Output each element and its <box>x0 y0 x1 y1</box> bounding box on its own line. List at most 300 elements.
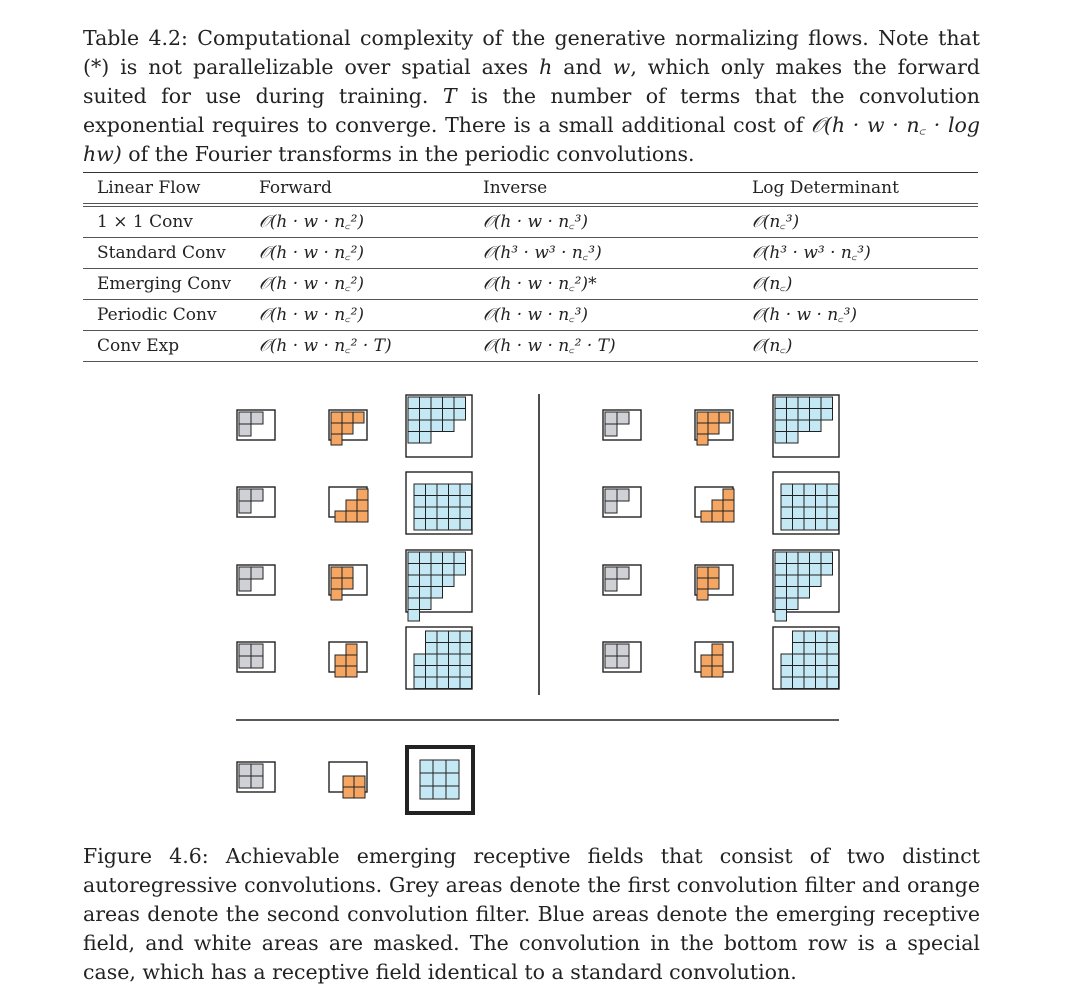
table-row <box>83 205 978 238</box>
filter-cell <box>420 420 432 432</box>
filter-cell <box>420 773 433 786</box>
filter-cell <box>804 519 816 531</box>
filter-cell <box>793 666 805 678</box>
filter-cell <box>617 644 629 656</box>
filter-cell <box>239 489 251 501</box>
standard-receptive-field <box>407 747 473 813</box>
grey-filter <box>237 565 275 595</box>
logdet-cell: 𝒪(n꜀) <box>738 331 978 362</box>
filter-cell <box>426 631 438 643</box>
filter-cell <box>697 423 708 434</box>
orange-filter <box>329 410 367 445</box>
filter-cell <box>827 519 839 531</box>
filter-cell <box>701 655 712 666</box>
row-label: 1 × 1 Conv <box>83 205 245 238</box>
filter-cell <box>775 409 787 421</box>
filter-cell <box>251 412 263 424</box>
filter-cell <box>605 412 617 424</box>
figure-caption: Figure 4.6: Achievable emerging receptive fields that consist of two distinct autoregressive convolutions. Grey areas denote the first convolution filter and orange areas denote the second convolution filter. Blue areas denote the emerging receptive field, and white areas are masked. The convolution in the bottom row is a special case, which has a receptive field identical to a standard convolution. <box>83 844 980 984</box>
filter-cell <box>239 579 251 591</box>
filter-cell <box>446 760 459 773</box>
emerging-field <box>406 472 472 534</box>
filter-cell <box>719 412 730 423</box>
orange-filter <box>329 642 367 677</box>
filter-cell <box>239 644 251 656</box>
filter-cell <box>437 666 449 678</box>
filter-cell <box>454 409 466 421</box>
filter-cell <box>454 552 466 564</box>
inverse-cell: 𝒪(h³ · w³ · n꜀³) <box>469 238 738 269</box>
filter-cell <box>460 666 472 678</box>
grey-filter <box>237 762 275 792</box>
filter-cell <box>816 507 828 519</box>
filter-cell <box>420 760 433 773</box>
filter-cell <box>443 420 455 432</box>
filter-cell <box>827 484 839 496</box>
filter-cell <box>239 656 251 668</box>
filter-cell <box>460 519 472 531</box>
filter-cell <box>408 420 420 432</box>
filter-cell <box>426 666 438 678</box>
grey-filter <box>237 487 275 517</box>
filter-cell <box>420 397 432 409</box>
filter-cell <box>357 511 368 522</box>
filter-cell <box>251 644 263 656</box>
filter-cell <box>331 412 342 423</box>
filter-cell <box>414 484 426 496</box>
filter-cell <box>426 654 438 666</box>
filter-cell <box>420 564 432 576</box>
filter-cell <box>798 409 810 421</box>
filter-cell <box>420 432 432 444</box>
filter-cell <box>346 666 357 677</box>
filter-cell <box>335 655 346 666</box>
filter-cell <box>810 564 822 576</box>
filter-cell <box>793 507 805 519</box>
filter-cell <box>443 409 455 421</box>
filter-cell <box>821 552 833 564</box>
filter-cell <box>420 575 432 587</box>
orange-filter <box>695 565 733 600</box>
inverse-cell: 𝒪(h · w · n꜀² · T) <box>469 331 738 362</box>
table-row <box>83 331 978 362</box>
filter-cell <box>827 677 839 689</box>
filter-cell <box>420 587 432 599</box>
filter-cell <box>449 484 461 496</box>
filter-cell <box>437 677 449 689</box>
filter-cell <box>821 564 833 576</box>
filter-cell <box>460 643 472 655</box>
emerging-field <box>773 627 839 689</box>
filter-cell <box>781 496 793 508</box>
grey-filter <box>237 642 275 672</box>
filter-cell <box>775 397 787 409</box>
filter-cell <box>408 610 420 622</box>
filter-cell <box>787 409 799 421</box>
filter-cell <box>346 655 357 666</box>
filter-cell <box>437 643 449 655</box>
filter-cell <box>821 409 833 421</box>
filter-cell <box>420 552 432 564</box>
filter-cell <box>810 409 822 421</box>
filter-cell <box>357 500 368 511</box>
filter-cell <box>775 552 787 564</box>
filter-cell <box>793 643 805 655</box>
filter-cell <box>449 666 461 678</box>
logdet-cell: 𝒪(h³ · w³ · n꜀³) <box>738 238 978 269</box>
filter-cell <box>431 564 443 576</box>
filter-cell <box>605 644 617 656</box>
orange-filter <box>695 410 733 445</box>
filter-cell <box>449 496 461 508</box>
filter-cell <box>460 654 472 666</box>
orange-filter <box>329 565 367 600</box>
logdet-cell: 𝒪(h · w · n꜀³) <box>738 300 978 331</box>
filter-cell <box>798 420 810 432</box>
filter-cell <box>346 644 357 655</box>
filter-cell <box>804 677 816 689</box>
filter-cell <box>460 677 472 689</box>
filter-cell <box>816 519 828 531</box>
filter-cell <box>335 666 346 677</box>
filter-cell <box>605 579 617 591</box>
filter-cell <box>437 484 449 496</box>
filter-cell <box>697 412 708 423</box>
filter-cell <box>354 776 365 787</box>
filter-cell <box>712 511 723 522</box>
filter-cell <box>353 412 364 423</box>
filter-cell <box>239 424 251 436</box>
filter-cell <box>804 507 816 519</box>
filter-cell <box>697 578 708 589</box>
filter-cell <box>449 507 461 519</box>
filter-cell <box>787 564 799 576</box>
filter-cell <box>251 764 263 776</box>
filter-cell <box>810 420 822 432</box>
filter-cell <box>446 773 459 786</box>
filter-cell <box>449 519 461 531</box>
filter-cell <box>827 654 839 666</box>
filter-cell <box>414 677 426 689</box>
filter-cell <box>701 666 712 677</box>
inverse-cell: 𝒪(h · w · n꜀²)* <box>469 269 738 300</box>
row-label: Conv Exp <box>83 331 245 362</box>
orange-filter <box>329 487 368 522</box>
filter-cell <box>343 787 354 798</box>
filter-cell <box>810 397 822 409</box>
filter-cell <box>343 776 354 787</box>
filter-cell <box>804 654 816 666</box>
filter-cell <box>437 654 449 666</box>
filter-cell <box>708 578 719 589</box>
filter-cell <box>239 567 251 579</box>
filter-cell <box>414 496 426 508</box>
filter-cell <box>804 631 816 643</box>
filter-cell <box>793 496 805 508</box>
filter-cell <box>723 511 734 522</box>
filter-cell <box>414 666 426 678</box>
filter-cell <box>798 552 810 564</box>
filter-cell <box>426 484 438 496</box>
filter-cell <box>408 409 420 421</box>
filter-cell <box>431 409 443 421</box>
grey-filter <box>603 487 641 517</box>
complexity-table <box>83 172 978 362</box>
filter-cell <box>449 631 461 643</box>
filter-cell <box>712 655 723 666</box>
filter-cell <box>804 496 816 508</box>
filter-cell <box>420 409 432 421</box>
filter-cell <box>460 484 472 496</box>
filter-cell <box>408 575 420 587</box>
forward-cell: 𝒪(h · w · n꜀² · T) <box>245 331 469 362</box>
filter-cell <box>775 610 787 622</box>
orange-filter <box>695 487 734 522</box>
filter-cell <box>816 496 828 508</box>
filter-cell <box>781 507 793 519</box>
emerging-field <box>773 472 839 534</box>
inverse-cell: 𝒪(h · w · n꜀³) <box>469 300 738 331</box>
filter-cell <box>787 397 799 409</box>
filter-cell <box>420 598 432 610</box>
filter-cell <box>431 587 443 599</box>
forward-cell: 𝒪(h · w · n꜀²) <box>245 300 469 331</box>
filter-cell <box>437 519 449 531</box>
table-row <box>83 300 978 331</box>
filter-cell <box>331 567 342 578</box>
filter-cell <box>331 578 342 589</box>
filter-cell <box>798 575 810 587</box>
filter-cell <box>810 552 822 564</box>
filter-cell <box>617 489 629 501</box>
filter-cell <box>816 631 828 643</box>
filter-cell <box>827 643 839 655</box>
filter-cell <box>804 484 816 496</box>
filter-cell <box>437 496 449 508</box>
filter-cell <box>781 519 793 531</box>
filter-cell <box>454 564 466 576</box>
filter-cell <box>408 397 420 409</box>
filter-cell <box>804 643 816 655</box>
filter-cell <box>443 552 455 564</box>
filter-cell <box>605 656 617 668</box>
filter-cell <box>781 677 793 689</box>
filter-cell <box>408 598 420 610</box>
filter-cell <box>793 484 805 496</box>
filter-cell <box>816 643 828 655</box>
filter-cell <box>617 567 629 579</box>
orange-filter <box>695 642 733 677</box>
emerging-field <box>406 550 472 621</box>
grey-filter <box>237 410 275 440</box>
filter-cell <box>798 564 810 576</box>
filter-cell <box>605 424 617 436</box>
filter-cell <box>342 578 353 589</box>
filter-cell <box>431 397 443 409</box>
logdet-cell: 𝒪(n꜀) <box>738 269 978 300</box>
filter-cell <box>775 432 787 444</box>
filter-cell <box>781 484 793 496</box>
forward-cell: 𝒪(h · w · n꜀²) <box>245 205 469 238</box>
filter-cell <box>798 587 810 599</box>
filter-cell <box>460 507 472 519</box>
filter-cell <box>787 598 799 610</box>
forward-cell: 𝒪(h · w · n꜀²) <box>245 238 469 269</box>
filter-cell <box>331 423 342 434</box>
header-log-determinant: Log Determinant <box>738 173 978 206</box>
filter-cell <box>781 666 793 678</box>
filter-cell <box>414 507 426 519</box>
emerging-field <box>773 395 839 457</box>
filter-cell <box>821 397 833 409</box>
filter-cell <box>827 666 839 678</box>
table-header-row <box>83 173 978 206</box>
filter-cell <box>408 552 420 564</box>
filter-cell <box>605 567 617 579</box>
filter-cell <box>810 575 822 587</box>
filter-cell <box>342 567 353 578</box>
filter-cell <box>827 507 839 519</box>
filter-cell <box>793 631 805 643</box>
filter-cell <box>408 432 420 444</box>
filter-cell <box>775 420 787 432</box>
filter-cell <box>793 519 805 531</box>
filter-cell <box>787 575 799 587</box>
filter-cell <box>617 656 629 668</box>
filter-cell <box>426 643 438 655</box>
filter-cell <box>431 420 443 432</box>
filter-cell <box>787 587 799 599</box>
filter-cell <box>708 412 719 423</box>
filter-cell <box>793 654 805 666</box>
filter-cell <box>787 432 799 444</box>
filter-cell <box>354 787 365 798</box>
filter-cell <box>605 489 617 501</box>
grey-filter <box>603 565 641 595</box>
header-linear-flow: Linear Flow <box>83 173 245 206</box>
filter-cell <box>331 434 342 445</box>
filter-cell <box>414 519 426 531</box>
filter-cell <box>708 567 719 578</box>
logdet-cell: 𝒪(n꜀³) <box>738 205 978 238</box>
emerging-field <box>406 395 472 457</box>
filter-cell <box>426 519 438 531</box>
filter-cell <box>335 511 346 522</box>
filter-cell <box>816 484 828 496</box>
filter-cell <box>460 496 472 508</box>
filter-cell <box>426 677 438 689</box>
filter-cell <box>617 412 629 424</box>
filter-cell <box>712 500 723 511</box>
filter-cell <box>443 575 455 587</box>
filter-cell <box>787 420 799 432</box>
filter-cell <box>408 587 420 599</box>
filter-cell <box>701 511 712 522</box>
filter-cell <box>342 412 353 423</box>
filter-cell <box>437 507 449 519</box>
filter-cell <box>346 500 357 511</box>
filter-cell <box>697 434 708 445</box>
filter-cell <box>239 412 251 424</box>
filter-cell <box>251 489 263 501</box>
row-label: Standard Conv <box>83 238 245 269</box>
receptive-field-figure <box>0 380 1080 830</box>
filter-cell <box>420 786 433 799</box>
filter-cell <box>712 666 723 677</box>
filter-cell <box>787 552 799 564</box>
emerging-field <box>406 627 472 689</box>
filter-cell <box>239 764 251 776</box>
filter-cell <box>426 507 438 519</box>
header-forward: Forward <box>245 173 469 206</box>
filter-cell <box>449 643 461 655</box>
filter-cell <box>251 776 263 788</box>
filter-cell <box>437 631 449 643</box>
filter-cell <box>449 677 461 689</box>
filter-cell <box>605 501 617 513</box>
filter-cell <box>697 567 708 578</box>
table-caption: Table 4.2: Computational complexity of the generative normalizing flows. Note that (*) is not parallelizable over spatial axes h and w, which only makes the forward suited for use during training. T is the number of terms that the convolution exponential requires to converge. There is a small additional cost of 𝒪(h · w · n꜀ · log hw) of the Fourier transforms in the periodic convolutions. <box>83 26 980 166</box>
filter-cell <box>443 564 455 576</box>
filter-cell <box>433 760 446 773</box>
filter-cell <box>827 496 839 508</box>
filter-cell <box>816 654 828 666</box>
filter-cell <box>793 677 805 689</box>
filter-cell <box>712 644 723 655</box>
filter-cell <box>454 397 466 409</box>
inverse-cell: 𝒪(h · w · n꜀³) <box>469 205 738 238</box>
filter-cell <box>433 773 446 786</box>
filter-cell <box>775 598 787 610</box>
filter-cell <box>798 397 810 409</box>
filter-cell <box>775 564 787 576</box>
filter-cell <box>251 656 263 668</box>
grey-filter <box>603 410 641 440</box>
filter-cell <box>460 631 472 643</box>
filter-cell <box>239 501 251 513</box>
filter-cell <box>331 589 342 600</box>
header-inverse: Inverse <box>469 173 738 206</box>
filter-cell <box>449 654 461 666</box>
filter-cell <box>431 575 443 587</box>
emerging-field <box>773 550 839 621</box>
forward-cell: 𝒪(h · w · n꜀²) <box>245 269 469 300</box>
filter-cell <box>357 489 368 500</box>
filter-cell <box>251 567 263 579</box>
filter-cell <box>414 654 426 666</box>
filter-cell <box>816 666 828 678</box>
filter-cell <box>723 489 734 500</box>
orange-filter <box>329 762 367 798</box>
filter-cell <box>431 552 443 564</box>
filter-cell <box>775 587 787 599</box>
filter-cell <box>708 423 719 434</box>
filter-cell <box>433 786 446 799</box>
filter-cell <box>408 564 420 576</box>
filter-cell <box>239 776 251 788</box>
filter-cell <box>775 575 787 587</box>
grey-filter <box>603 642 641 672</box>
filter-cell <box>446 786 459 799</box>
filter-cell <box>697 589 708 600</box>
table-row <box>83 238 978 269</box>
filter-cell <box>827 631 839 643</box>
filter-cell <box>443 397 455 409</box>
table-row <box>83 269 978 300</box>
row-label: Emerging Conv <box>83 269 245 300</box>
filter-cell <box>346 511 357 522</box>
row-label: Periodic Conv <box>83 300 245 331</box>
